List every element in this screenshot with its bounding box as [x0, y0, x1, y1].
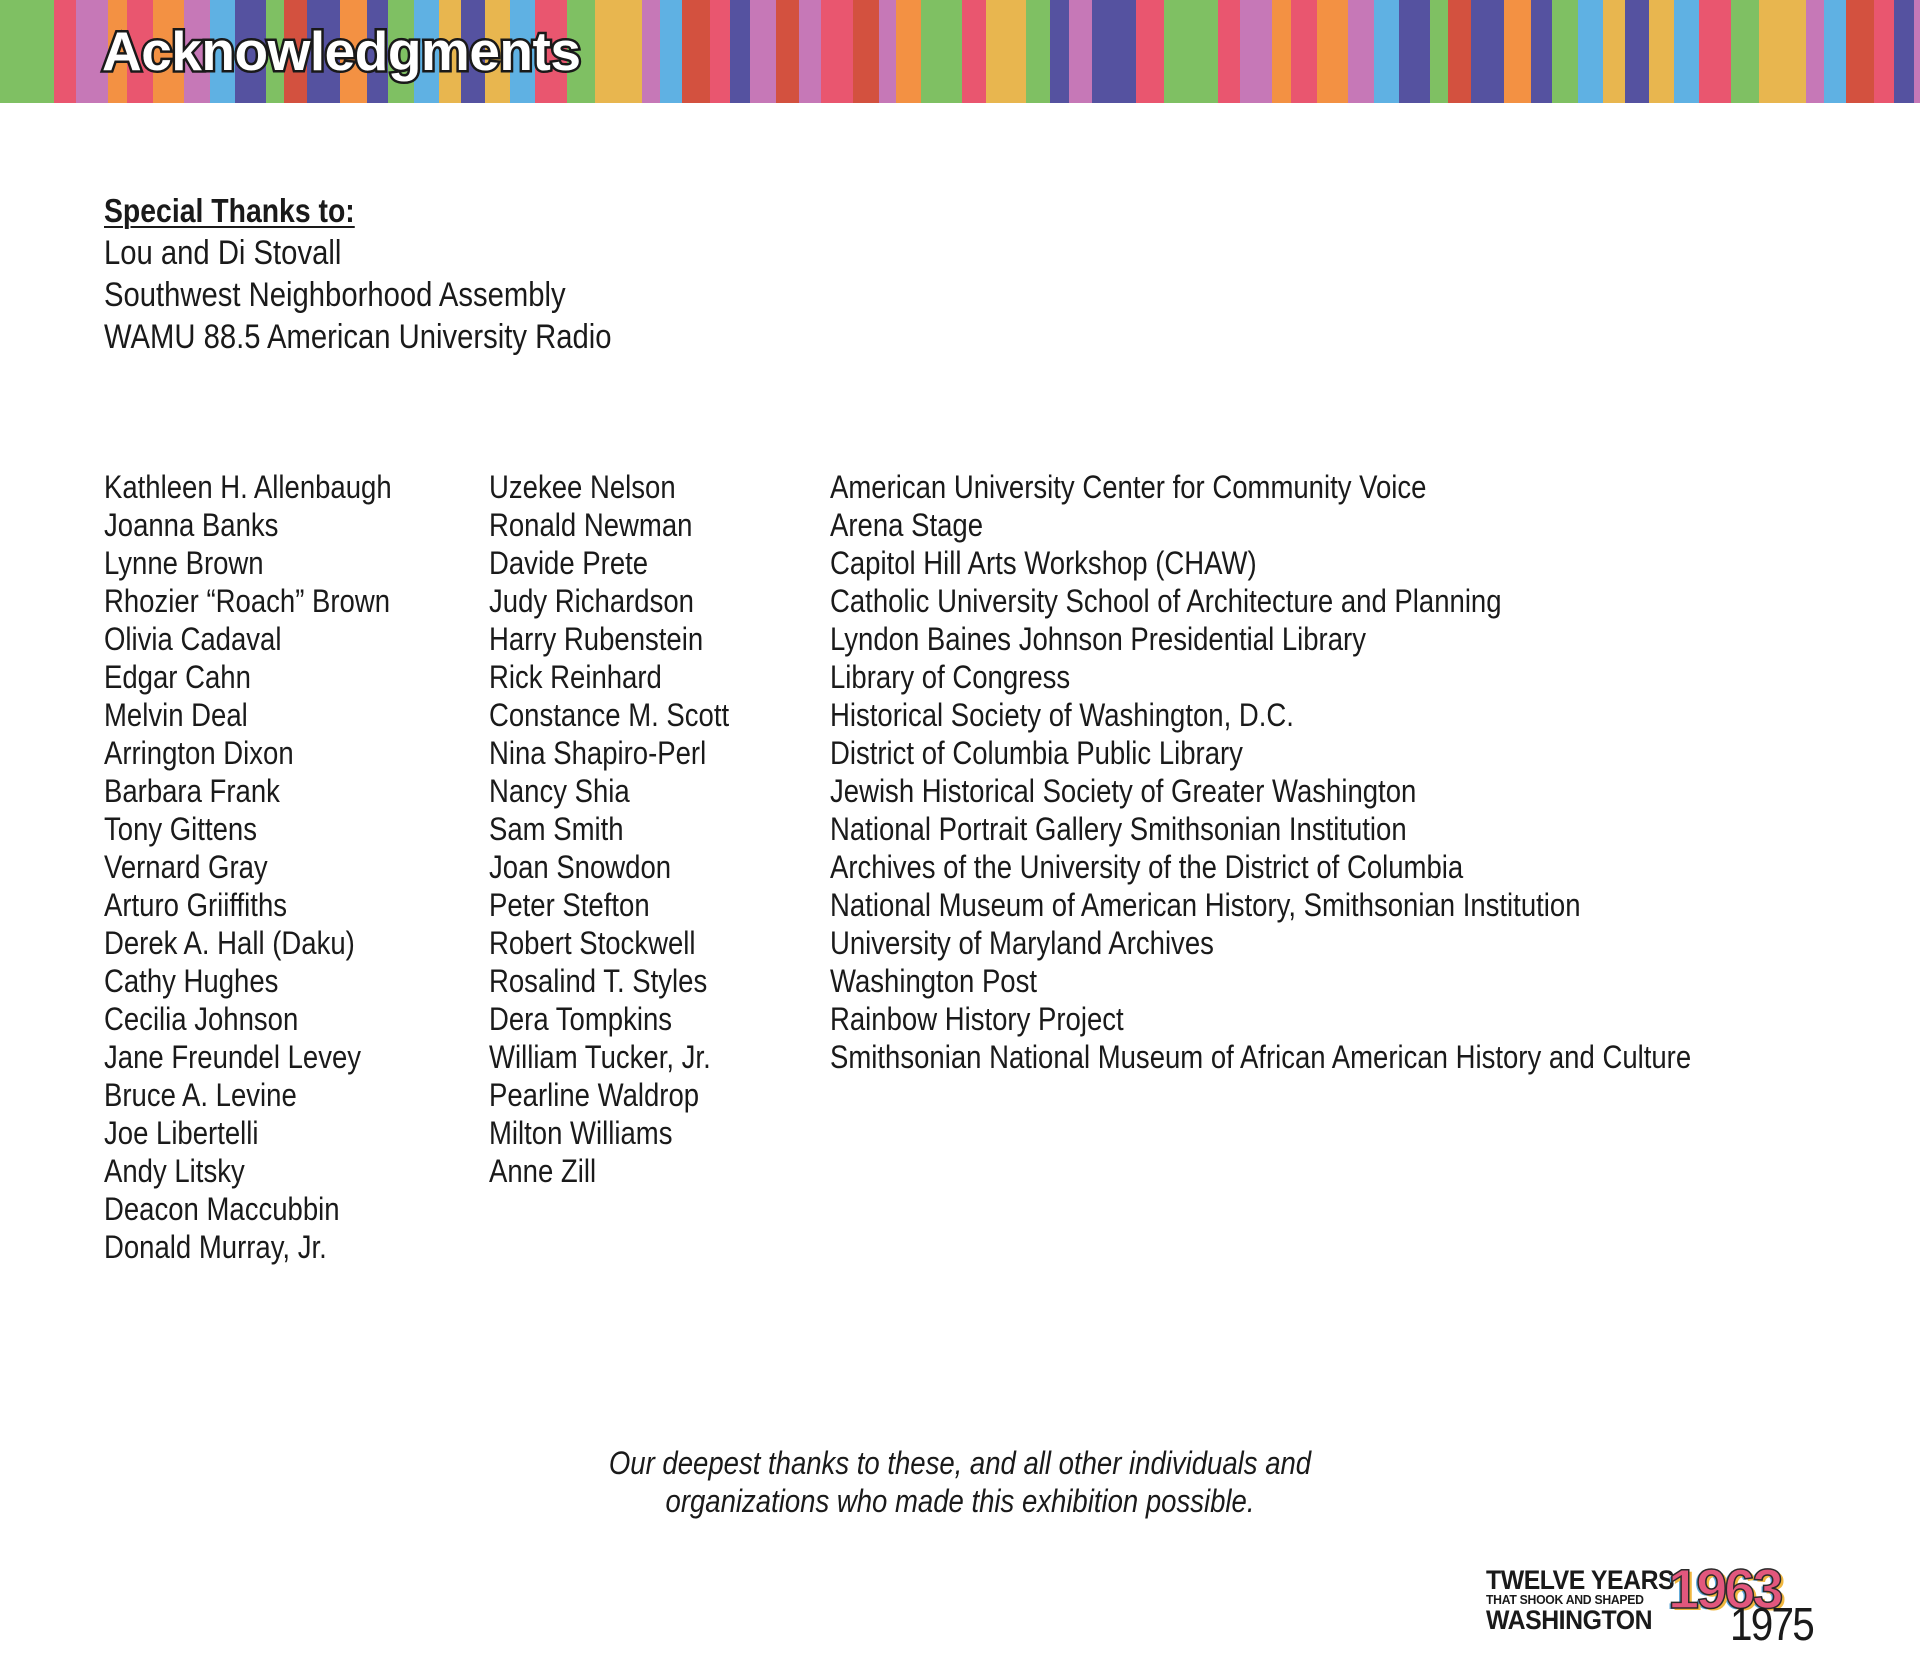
stripe	[1374, 0, 1400, 103]
stripe	[1026, 0, 1051, 103]
stripe	[1846, 0, 1875, 103]
organization-name: National Portrait Gallery Smithsonian Institution	[830, 811, 1407, 847]
individual-name: Joe Libertelli	[104, 1115, 259, 1151]
individual-name: Ronald Newman	[489, 507, 693, 543]
individual-name: Milton Williams	[489, 1115, 673, 1151]
stripe	[1552, 0, 1579, 103]
individual-name: Davide Prete	[489, 545, 649, 581]
logo-year-start: 1963	[1668, 1557, 1781, 1620]
stripe	[730, 0, 751, 103]
stripe	[595, 0, 616, 103]
stripe	[1894, 0, 1915, 103]
header-banner	[0, 0, 1920, 103]
individual-name: Cathy Hughes	[104, 963, 279, 999]
stripe	[962, 0, 987, 103]
stripe	[54, 0, 77, 103]
logo-wordmark	[1486, 1567, 1691, 1633]
individual-name: Jane Freundel Levey	[104, 1039, 362, 1075]
organization-name: University of Maryland Archives	[830, 925, 1214, 961]
exhibition-logo	[1486, 1557, 1826, 1650]
stripe	[1240, 0, 1273, 103]
stripe	[1914, 0, 1920, 103]
stripe	[1759, 0, 1780, 103]
logo-line-1: TWELVE YEARS	[1486, 1565, 1675, 1595]
stripe	[682, 0, 711, 103]
page-title: Acknowledgments	[102, 20, 581, 82]
closing-line-2: organizations who made this exhibition possible.	[665, 1483, 1255, 1519]
stripe	[896, 0, 922, 103]
stripe	[1448, 0, 1472, 103]
individual-name: Sam Smith	[489, 811, 624, 847]
stripe	[944, 0, 963, 103]
stripe	[921, 0, 945, 103]
stripe	[1779, 0, 1807, 103]
organization-name: Jewish Historical Society of Greater Washington	[830, 773, 1417, 809]
individual-name: Arturo Griiffiths	[104, 887, 288, 923]
stripe	[660, 0, 683, 103]
organizations-column	[830, 468, 1831, 1076]
individual-name: Rhozier “Roach” Brown	[104, 583, 391, 619]
organization-name: National Museum of American History, Smithsonian Institution	[830, 887, 1581, 923]
individual-name: Derek A. Hall (Daku)	[104, 925, 355, 961]
stripe	[1531, 0, 1553, 103]
stripe	[710, 0, 731, 103]
special-thanks-heading: Special Thanks to:	[104, 192, 355, 229]
stripe	[1504, 0, 1532, 103]
organization-name: Lyndon Baines Johnson Presidential Library	[830, 621, 1366, 657]
organization-name: Rainbow History Project	[830, 1001, 1124, 1037]
individual-name: Tony Gittens	[104, 811, 257, 847]
stripe	[32, 0, 55, 103]
stripe	[1649, 0, 1675, 103]
stripe	[1118, 0, 1137, 103]
stripe	[879, 0, 897, 103]
individual-name: Anne Zill	[489, 1153, 597, 1189]
organization-name: Archives of the University of the District of Columbia	[830, 849, 1464, 885]
stripe	[1218, 0, 1241, 103]
organization-name: Washington Post	[830, 963, 1038, 999]
organization-name: Library of Congress	[830, 659, 1071, 695]
stripe	[1272, 0, 1292, 103]
logo-line-2: THAT SHOOK AND SHAPED	[1486, 1592, 1644, 1607]
stripe	[821, 0, 854, 103]
individual-name: Pearline Waldrop	[489, 1077, 700, 1113]
special-thanks-item: WAMU 88.5 American University Radio	[104, 318, 612, 356]
stripe	[1603, 0, 1626, 103]
stripe	[853, 0, 880, 103]
individual-name: Nina Shapiro-Perl	[489, 735, 707, 771]
organization-name: District of Columbia Public Library	[830, 735, 1243, 771]
stripe	[1348, 0, 1375, 103]
logo-year-end: 1975	[1730, 1598, 1814, 1650]
stripe	[1625, 0, 1650, 103]
stripe	[1731, 0, 1760, 103]
stripe	[1004, 0, 1027, 103]
special-thanks-section	[104, 190, 1004, 358]
special-thanks-item: Lou and Di Stovall	[104, 234, 342, 272]
stripe	[750, 0, 777, 103]
stripe	[1824, 0, 1847, 103]
individual-name: Uzekee Nelson	[489, 469, 676, 505]
organization-name: Catholic University School of Architecture and Planning	[830, 583, 1502, 619]
individuals-column-2	[489, 468, 768, 1190]
stripe	[1674, 0, 1700, 103]
stripe	[776, 0, 800, 103]
stripe	[1164, 0, 1197, 103]
stripe	[1092, 0, 1119, 103]
stripe	[1430, 0, 1449, 103]
stripe	[0, 0, 33, 103]
individual-name: Arrington Dixon	[104, 735, 294, 771]
individual-name: Barbara Frank	[104, 773, 280, 809]
individual-name: Rick Reinhard	[489, 659, 662, 695]
individual-name: Melvin Deal	[104, 697, 248, 733]
organization-name: Capitol Hill Arts Workshop (CHAW)	[830, 545, 1257, 581]
individual-name: Vernard Gray	[104, 849, 268, 885]
individual-name: Kathleen H. Allenbaugh	[104, 469, 392, 505]
individual-name: Deacon Maccubbin	[104, 1191, 340, 1227]
stripe	[1291, 0, 1318, 103]
stripe	[615, 0, 643, 103]
individual-name: Peter Stefton	[489, 887, 650, 923]
individual-name: Judy Richardson	[489, 583, 694, 619]
stripe	[1050, 0, 1070, 103]
organization-name: Smithsonian National Museum of African American History and Culture	[830, 1039, 1692, 1075]
stripe	[1699, 0, 1732, 103]
stripe	[986, 0, 1005, 103]
special-thanks-list	[104, 232, 1004, 358]
individual-name: Olivia Cadaval	[104, 621, 282, 657]
stripe	[642, 0, 661, 103]
individual-name: Harry Rubenstein	[489, 621, 704, 657]
organization-name: Arena Stage	[830, 507, 983, 543]
stripe	[799, 0, 822, 103]
individual-name: Bruce A. Levine	[104, 1077, 297, 1113]
individual-name: William Tucker, Jr.	[489, 1039, 711, 1075]
individual-name: Andy Litsky	[104, 1153, 245, 1189]
individual-name: Joanna Banks	[104, 507, 279, 543]
individuals-column-1	[104, 468, 438, 1266]
individual-name: Robert Stockwell	[489, 925, 696, 961]
individual-name: Nancy Shia	[489, 773, 630, 809]
stripe	[1196, 0, 1219, 103]
individual-name: Lynne Brown	[104, 545, 264, 581]
stripe	[1136, 0, 1165, 103]
stripe	[1399, 0, 1431, 103]
individual-name: Cecilia Johnson	[104, 1001, 299, 1037]
individual-name: Edgar Cahn	[104, 659, 251, 695]
stripe	[1471, 0, 1505, 103]
stripe	[1069, 0, 1093, 103]
organization-name: American University Center for Community Voice	[830, 469, 1427, 505]
closing-note	[460, 1444, 1460, 1520]
stripe	[1317, 0, 1349, 103]
special-thanks-item: Southwest Neighborhood Assembly	[104, 276, 566, 314]
individual-name: Joan Snowdon	[489, 849, 672, 885]
stripe	[1578, 0, 1604, 103]
individual-name: Dera Tompkins	[489, 1001, 673, 1037]
individual-name: Rosalind T. Styles	[489, 963, 708, 999]
individual-name: Constance M. Scott	[489, 697, 730, 733]
logo-line-3: WASHINGTON	[1486, 1605, 1653, 1635]
stripe	[1874, 0, 1895, 103]
stripe	[1806, 0, 1825, 103]
organization-name: Historical Society of Washington, D.C.	[830, 697, 1294, 733]
individual-name: Donald Murray, Jr.	[104, 1229, 327, 1265]
closing-line-1: Our deepest thanks to these, and all other individuals and	[608, 1445, 1312, 1481]
